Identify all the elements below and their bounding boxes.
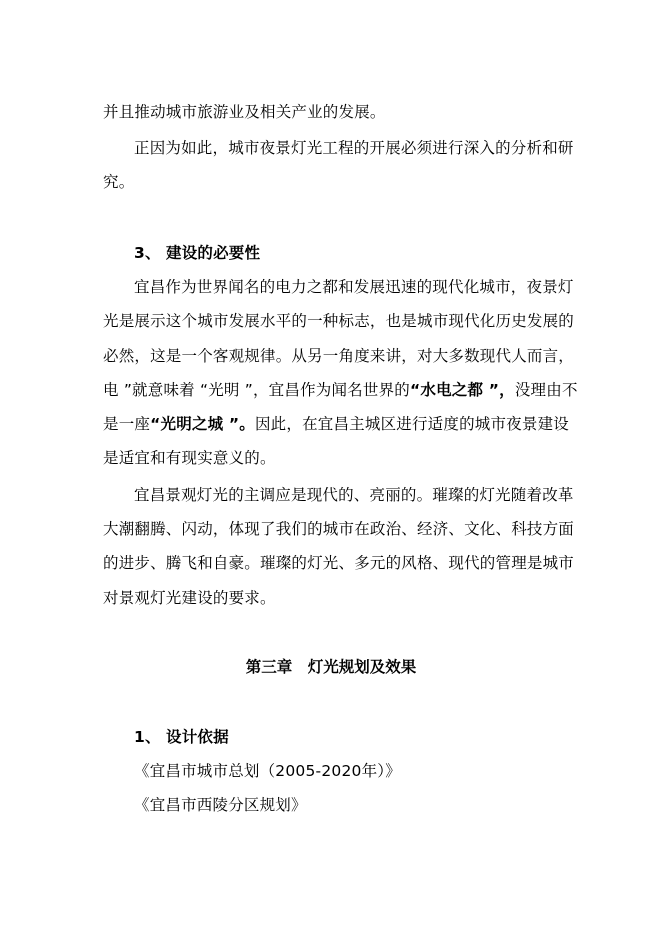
paragraph-line: 光是展示这个城市发展水平的一种标志，也是城市现代化历史发展的 [103,312,575,330]
paragraph-line: 究。 [103,173,135,191]
text-run: 是一座 [103,415,151,433]
text-run: 因此，在宜昌主城区进行适度的城市夜景建设 [254,415,569,433]
text-run: 电 ”就意味着 “光明 ”，宜昌作为闻名世界的 [103,381,410,399]
paragraph-line: 的进步、腾飞和自豪。璀璨的灯光、多元的风格、现代的管理是城市 [103,554,575,572]
paragraph-line: 大潮翻腾、闪动，体现了我们的城市在政治、经济、文化、科技方面 [103,520,575,538]
section-heading-3 [134,243,260,263]
paragraph-line: 宜昌景观灯光的主调应是现代的、亮丽的。璀璨的灯光随着改革 [134,486,574,504]
text-run: 没理由不 [514,381,578,399]
section-title: 设计依据 [166,728,229,746]
paragraph-line: 必然，这是一个客观规律。从另一角度来讲，对大多数现代人而言， [103,347,575,365]
reference-item: 《宜昌市西陵分区规划》 [134,796,307,814]
section-number: 3、 [134,244,161,262]
section-heading-1 [134,727,229,747]
section-number: 1、 [134,728,161,746]
paragraph-line: 对景观灯光建设的要求。 [103,589,276,607]
paragraph-line [103,380,578,400]
emphasis-text: “光明之城 ”。 [150,415,255,433]
paragraph-line: 宜昌作为世界闻名的电力之都和发展迅速的现代化城市，夜景灯 [134,278,574,296]
paragraph-line: 正因为如此，城市夜景灯光工程的开展必须进行深入的分析和研 [134,139,574,157]
paragraph-line [103,414,569,434]
paragraph-line: 并且推动城市旅游业及相关产业的发展。 [103,103,386,121]
section-title: 建设的必要性 [166,244,261,262]
chapter-title: 第三章 灯光规划及效果 [245,658,417,676]
reference-item: 《宜昌市城市总划（2005-2020年）》 [134,762,401,780]
emphasis-text: “水电之都 ”， [409,381,515,399]
paragraph-line: 是适宜和有现实意义的。 [103,449,276,467]
